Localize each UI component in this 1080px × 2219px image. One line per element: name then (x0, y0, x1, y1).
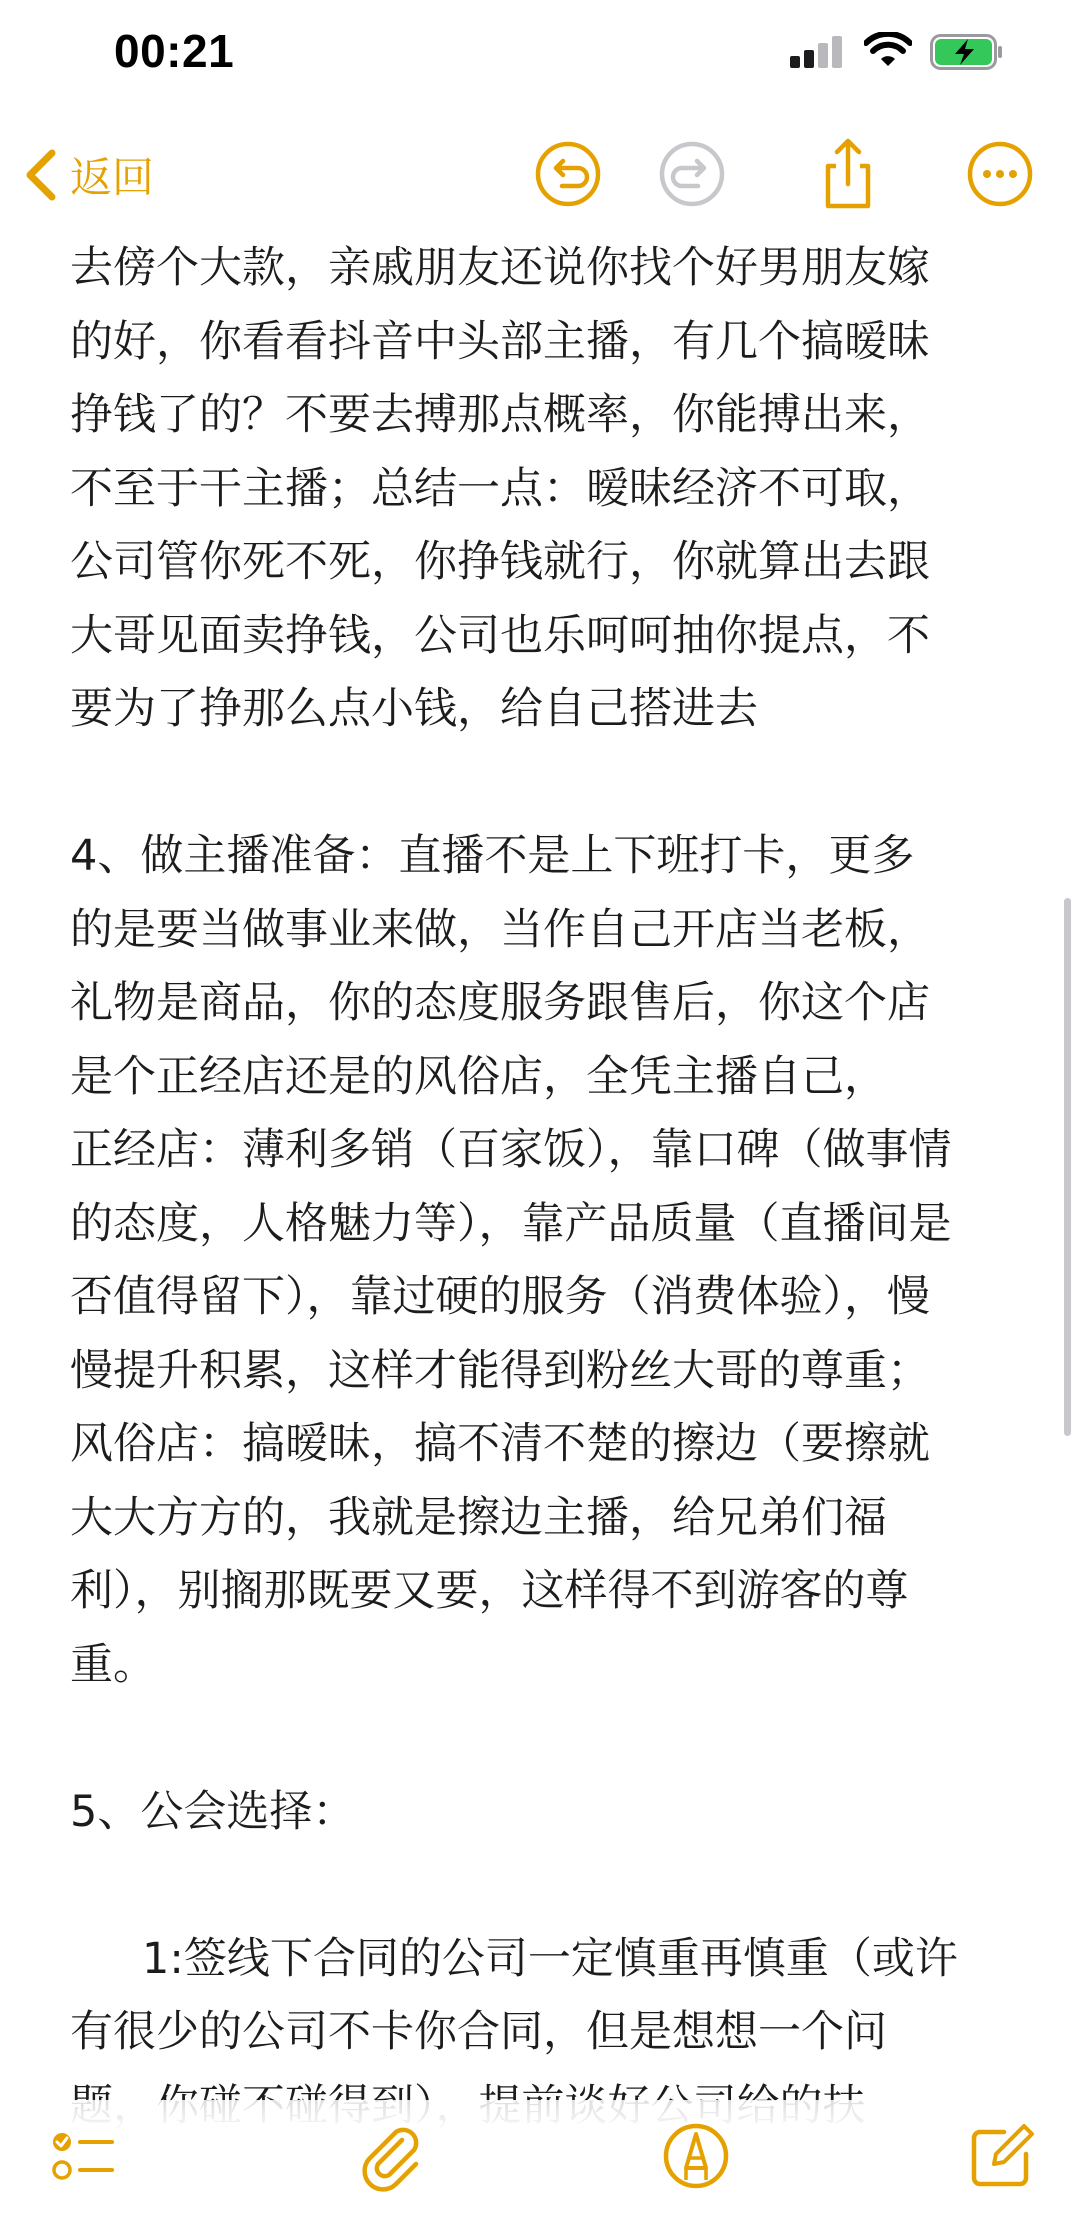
markup-pen-icon[interactable] (660, 2120, 732, 2192)
note-line: 大哥见面卖挣钱，公司也乐呵呵抽你提点，不 (70, 610, 930, 661)
paperclip-icon[interactable] (356, 2120, 428, 2192)
back-button[interactable] (20, 140, 154, 210)
wifi-icon (864, 32, 912, 70)
note-line: 要为了挣那么点小钱，给自己搭进去 (70, 684, 758, 734)
note-line: 1:签线下合同的公司一定慎重再慎重（或许 (142, 1933, 958, 1984)
blank-line (70, 1702, 1030, 1776)
note-line: 重。 (70, 1639, 156, 1690)
note-line: 风俗店：搞暧昧，搞不清不楚的擦边（要擦就 (70, 1419, 930, 1469)
note-line: 有很少的公司不卡你合同，但是想想一个问 (70, 2007, 887, 2057)
note-line: 的态度，人格魅力等），靠产品质量（直播间是 (70, 1198, 952, 1249)
note-line: 正经店：薄利多销（百家饭），靠口碑（做事情 (70, 1125, 952, 1175)
share-icon[interactable] (810, 136, 886, 212)
redo-icon[interactable] (654, 136, 730, 212)
note-line: 的是要当做事业来做，当作自己开店当老板， (70, 904, 930, 955)
note-line: 不至于干主播；总结一点：暧昧经济不可取， (70, 463, 930, 514)
battery-charging-icon (930, 34, 1004, 70)
status-time: 00:21 (114, 25, 235, 77)
note-line: 否值得留下），靠过硬的服务（消费体验），慢 (70, 1272, 930, 1322)
blank-line (70, 747, 1030, 821)
compose-icon[interactable] (966, 2120, 1038, 2192)
scroll-indicator[interactable] (1064, 898, 1071, 1436)
undo-icon[interactable] (530, 136, 606, 212)
note-line: 礼物是商品，你的态度服务跟售后，你这个店 (70, 978, 930, 1028)
more-icon[interactable] (962, 136, 1038, 212)
note-line: 5、公会选择： (70, 1786, 356, 1837)
note-line: 4、做主播准备：直播不是上下班打卡，更多 (70, 831, 915, 881)
checklist-icon[interactable] (46, 2120, 118, 2192)
blank-line (70, 1849, 1030, 1923)
bottom-toolbar (0, 2100, 1080, 2219)
note-line: 利），别搁那既要又要，这样得不到游客的尊 (70, 1566, 909, 1616)
navigation-toolbar (0, 120, 1080, 230)
cellular-signal-icon (790, 36, 846, 68)
back-label: 返回 (70, 153, 155, 202)
note-line: 挣钱了的？不要去搏那点概率，你能搏出来， (70, 390, 930, 440)
note-line: 去傍个大款，亲戚朋友还说你找个好男朋友嫁 (70, 243, 930, 293)
note-line: 是个正经店还是的风俗店，全凭主播自己， (70, 1051, 887, 1102)
note-line: 大大方方的，我就是擦边主播，给兄弟们福 (70, 1492, 887, 1543)
chevron-left-icon (20, 145, 64, 205)
status-bar (0, 0, 1080, 110)
note-line: 的好，你看看抖音中头部主播，有几个搞暧昧 (70, 316, 930, 367)
note-line: 慢提升积累，这样才能得到粉丝大哥的尊重； (70, 1345, 930, 1396)
note-line: 公司管你死不死，你挣钱就行，你就算出去跟 (70, 537, 930, 587)
note-body[interactable] (70, 232, 1030, 2143)
